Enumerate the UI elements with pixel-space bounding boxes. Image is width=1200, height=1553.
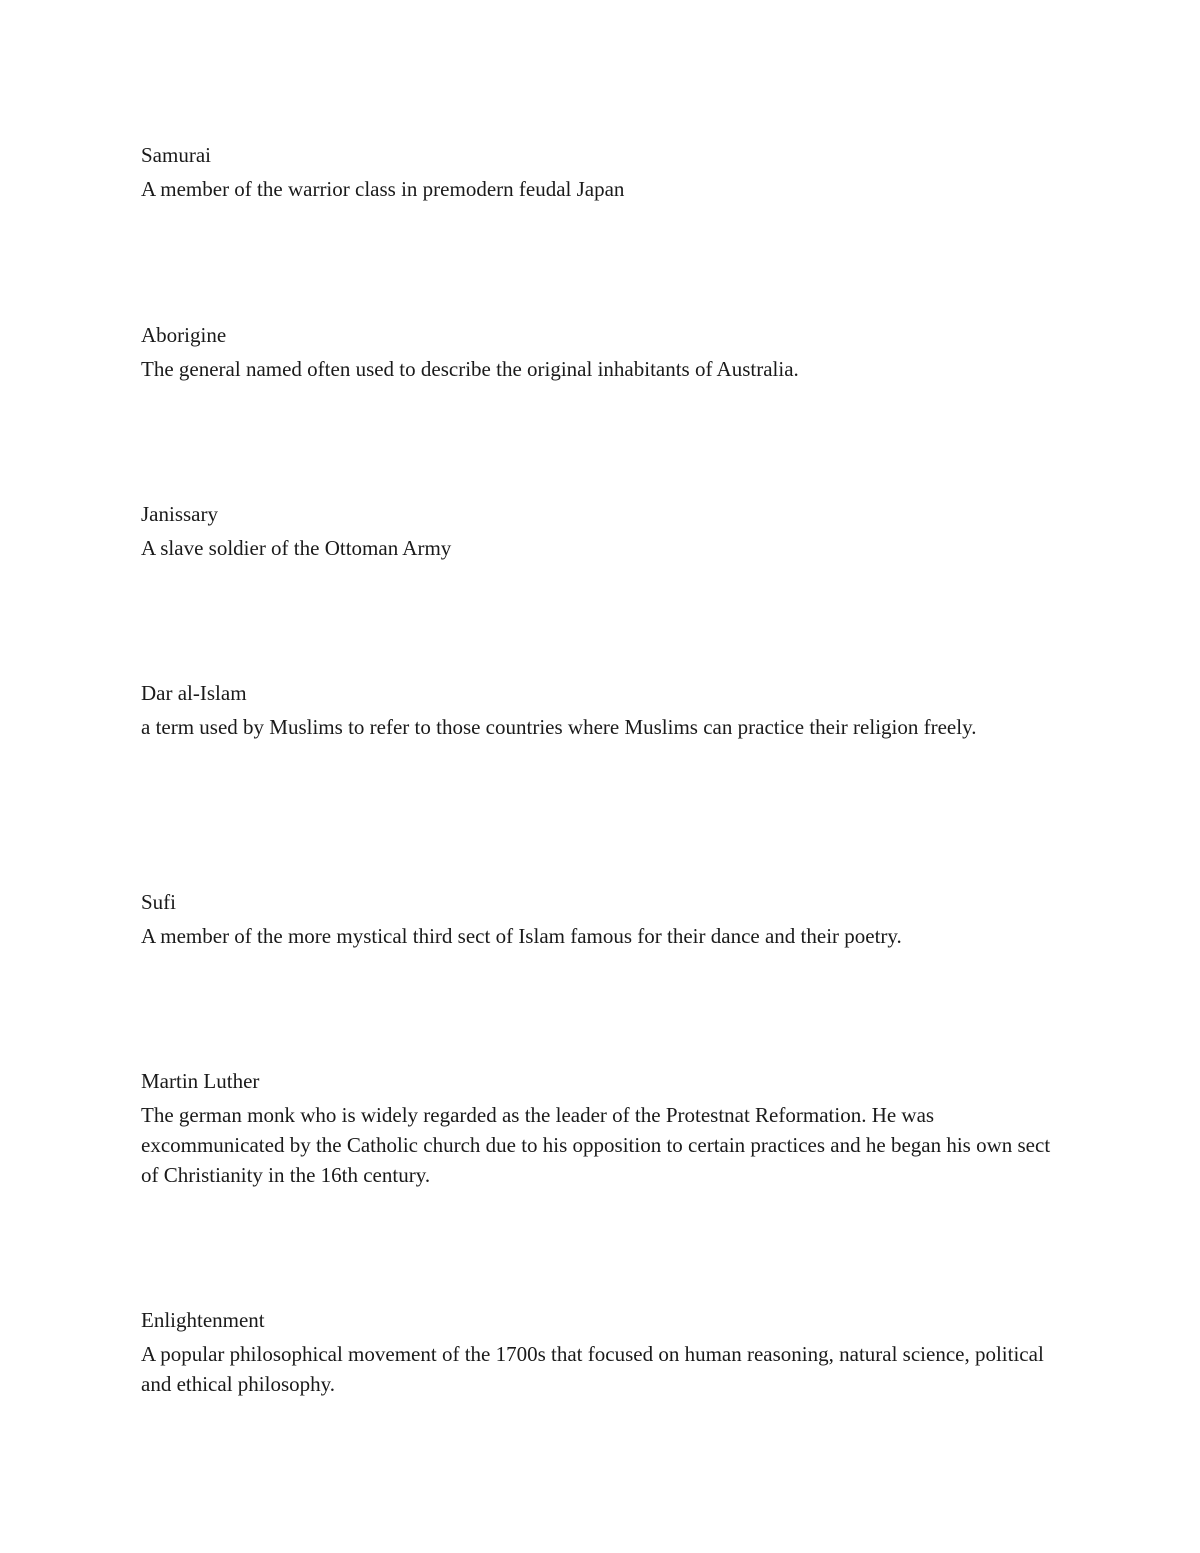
entry-definition: The german monk who is widely regarded as the leader of the Protestnat Reformation. He was excommunicated by the Catholic church due to his opposition to certain practices and he began his own sect of Christianity in the 16th century. [141, 1103, 1051, 1187]
glossary-entry [141, 143, 1061, 201]
entry-term: Sufi [141, 890, 177, 914]
glossary-entry [141, 681, 1061, 739]
entry-definition: A slave soldier of the Ottoman Army [141, 536, 452, 560]
glossary-entry [141, 1069, 1061, 1187]
entry-term: Enlightenment [141, 1308, 265, 1332]
glossary-entry [141, 890, 1061, 948]
entry-definition: A member of the more mystical third sect of Islam famous for their dance and their poetry. [141, 924, 902, 948]
entry-definition: A member of the warrior class in premodern feudal Japan [141, 177, 625, 201]
entry-term: Aborigine [141, 323, 227, 347]
entry-term: Martin Luther [141, 1069, 260, 1093]
glossary-entry [141, 1308, 1061, 1396]
entry-term: Dar al-Islam [141, 681, 247, 705]
glossary-entry [141, 502, 1061, 560]
entry-term: Samurai [141, 143, 211, 167]
entry-definition: a term used by Muslims to refer to those countries where Muslims can practice their religion freely. [141, 715, 977, 739]
glossary-entry [141, 323, 1061, 381]
entry-term: Janissary [141, 502, 218, 526]
entry-definition: The general named often used to describe the original inhabitants of Australia. [141, 357, 799, 381]
entry-definition: A popular philosophical movement of the 1700s that focused on human reasoning, natural science, political and ethical philosophy. [141, 1342, 1044, 1396]
